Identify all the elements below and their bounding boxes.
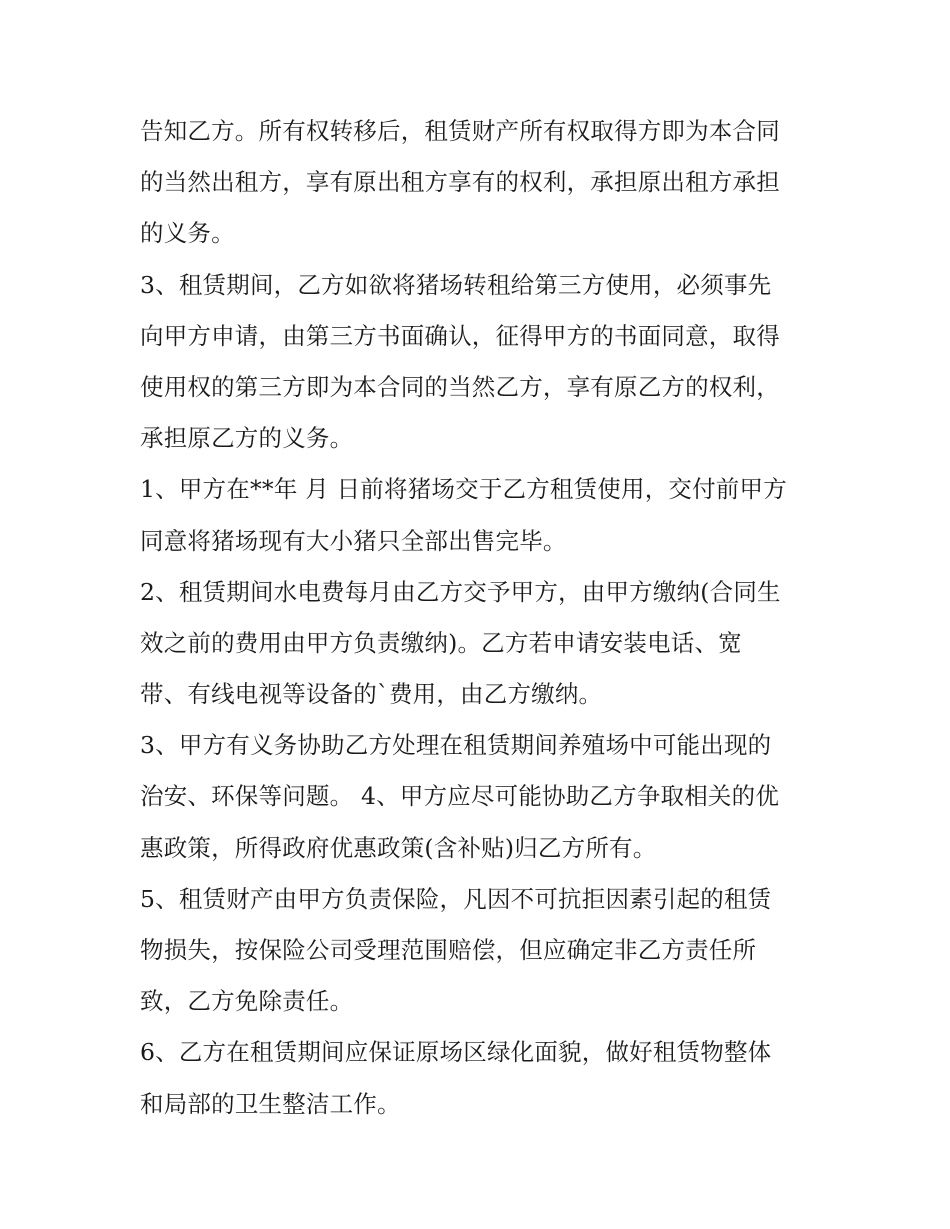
text-line: 惠政策，所得政府优惠政策(含补贴)归乙方所有。 — [140, 833, 657, 862]
text-line: 2、租赁期间水电费每月由乙方交予甲方，由甲方缴纳(合同生 — [140, 577, 781, 606]
text-line: 向甲方申请，由第三方书面确认，征得甲方的书面同意，取得 — [140, 321, 780, 350]
text-line: 的当然出租方，享有原出租方享有的权利，承担原出租方承担 — [140, 168, 780, 197]
text-line: 使用权的第三方即为本合同的当然乙方，享有原乙方的权利， — [140, 372, 780, 401]
text-line: 6、乙方在租赁期间应保证原场区绿化面貌，做好租赁物整体 — [140, 1038, 772, 1067]
document-body — [140, 106, 820, 1130]
text-line: 3、甲方有义务协助乙方处理在租赁期间养殖场中可能出现的 — [140, 731, 772, 760]
text-line: 和局部的卫生整洁工作。 — [140, 1089, 401, 1118]
text-line: 承担原乙方的义务。 — [140, 424, 354, 453]
text-line: 致，乙方免除责任。 — [140, 987, 354, 1016]
text-line: 3、租赁期间，乙方如欲将猪场转租给第三方使用，必须事先 — [140, 270, 772, 299]
text-line: 效之前的费用由甲方负责缴纳)。乙方若申请安装电话、宽 — [140, 628, 742, 657]
text-line: 5、租赁财产由甲方负责保险，凡因不可抗拒因素引起的租赁 — [140, 884, 772, 913]
text-line: 告知乙方。所有权转移后，租赁财产所有权取得方即为本合同 — [140, 117, 780, 145]
text-line: 治安、环保等问题。 4、甲方应尽可能协助乙方争取相关的优 — [140, 782, 780, 811]
text-line: 1、甲方在**年 月 日前将猪场交于乙方租赁使用，交付前甲方 — [140, 475, 787, 504]
text-line: 物损失，按保险公司受理范围赔偿，但应确定非乙方责任所 — [140, 936, 757, 964]
text-line: 的义务。 — [140, 219, 235, 248]
text-line: 同意将猪场现有大小猪只全部出售完毕。 — [140, 526, 567, 555]
text-line: 带、有线电视等设备的`费用，由乙方缴纳。 — [140, 680, 603, 709]
